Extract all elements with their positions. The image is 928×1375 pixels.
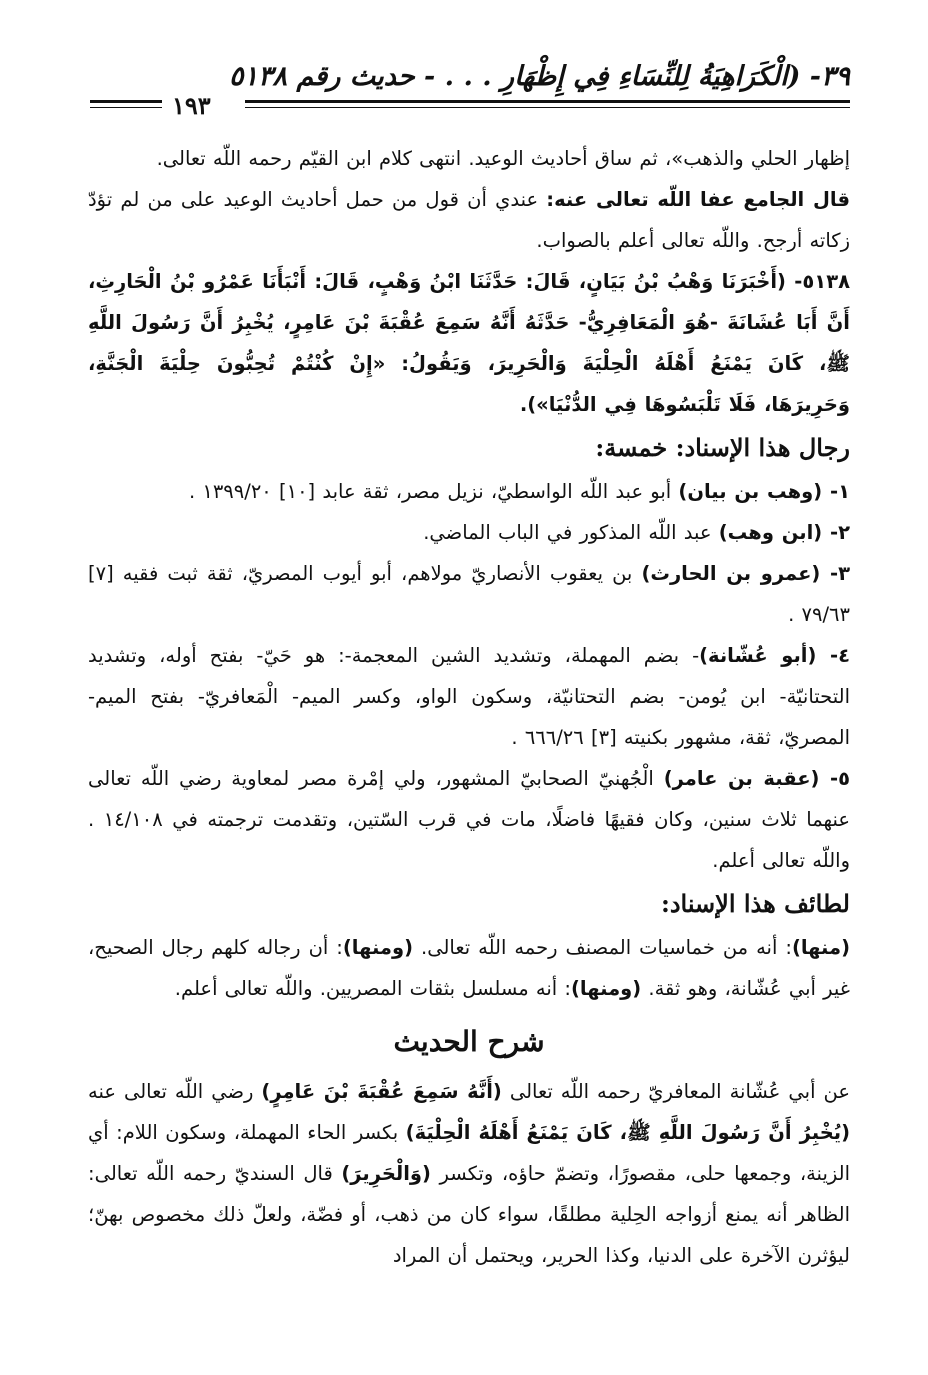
sharh-heading: شرح الحديث <box>393 1025 545 1058</box>
narrator-item <box>88 512 850 553</box>
sharh-text: رضي اللّه تعالى عنه <box>88 1080 262 1103</box>
lataif-paragraph <box>88 927 850 1009</box>
header-rule <box>245 100 850 108</box>
jami-text: عندي أن قول من حمل أحاديث الوعيد على من لم تؤدّ زكاته أرجح. واللّه تعالى أعلم بالصواب. <box>88 188 850 252</box>
sharh-paragraph <box>88 1071 850 1276</box>
narrator-item <box>88 758 850 881</box>
narrator-name: ١- (وهب بن بيان) <box>678 480 850 503</box>
sharh-quote: (يُخْبِرُ أَنَّ رَسُولَ اللَّهِ ﷺ، كَانَ يَمْنَعُ أَهْلَهُ الْحِلْيَةَ) <box>405 1121 850 1144</box>
lataif-heading: لطائف هذا الإسناد: <box>660 889 850 918</box>
paragraph-jami <box>88 179 850 261</box>
narrator-name: ٣- (عمرو بن الحارث) <box>641 562 850 585</box>
narrator-text: الْجُهنيّ الصحابيّ المشهور، ولي إمْرة مصر لمعاوية رضي اللّه تعالى عنهما ثلاث سنين، وكان فقيهًا فاضلًا، مات في قرب السّتين، وتقدمت ترجمته في ١٤/١٠٨ . واللّه تعالى أعلم. <box>88 767 851 872</box>
narrator-text: أبو عبد اللّه الواسطيّ، نزيل مصر، ثقة عابد [١٠] ١٣٩٩/٢٠ . <box>188 480 679 503</box>
narrator-item <box>88 635 850 758</box>
narrator-item <box>88 553 850 635</box>
minha-label: (منها) <box>791 936 850 959</box>
narrator-text: - بضم المهملة، وتشديد الشين المعجمة-: هو حَيّ- بفتح أوله، وتشديد التحتانيّة- ابن يُومن- بضم التحتانيّة، وسكون الواو، وكسر الميم- الْمَعافريّ- بفتح الميم- المصريّ، ثقة، مشهور بكنيته [٣] ٦٦٦/٢٦ . <box>88 644 850 749</box>
narrator-text: عبد اللّه المذكور في الباب الماضي. <box>423 521 719 544</box>
narrator-item <box>88 471 850 512</box>
lataif-text: : أنه مسلسل بثقات المصريين. واللّه تعالى أعلم. <box>174 977 571 1000</box>
sharh-quote: (أَنَّهُ سَمِعَ عُقْبَةَ بْنَ عَامِرٍ) <box>261 1080 502 1103</box>
hadith-text: ٥١٣٨- (أَخْبَرَنَا وَهْبُ بْنُ بَيَانٍ، قَالَ: حَدَّثَنَا ابْنُ وَهْبٍ، قَالَ: أَنْبَأَنَا عَمْرُو بْنُ الْحَارِثِ، أَنَّ أَبَا عُشَانَةَ -هُوَ الْمَعَافِرِيُّ- حَدَّثَهُ أَنَّهُ سَمِعَ عُقْبَةَ بْنَ عَامِرٍ، يُخْبِرُ أَنَّ رَسُولَ اللَّهِ ﷺ، كَانَ يَمْنَعُ أَهْلَهُ الْحِلْيَةَ وَالْحَرِيرَ، وَيَقُولُ: «إِنْ كُنْتُمْ تُحِبُّونَ حِلْيَةَ الْجَنَّةِ، وَحَرِيرَهَا، فَلَا تَلْبَسُوهَا فِي الدُّنْيَا»). <box>88 270 850 416</box>
page-header <box>90 58 850 120</box>
minha-label: (ومنها) <box>571 977 642 1000</box>
lataif-text: : أنه من خماسيات المصنف رحمه اللّه تعالى. <box>413 936 792 959</box>
sharh-text: قال السنديّ رحمه اللّه تعالى: الظاهر أنه يمنع أزواجه الحِلية مطلقًا، سواء كان من ذهب، أو فضّة، ولعلّ ذلك مخصوص بهنّ؛ ليؤثرن الآخرة على الدنيا، وكذا الحرير، ويحتمل أن المراد <box>88 1162 850 1267</box>
chapter-title: ٣٩- (الْكَرَاهِيَةُ لِلنِّسَاءِ فِي إِظْهَارِ . . . - حديث رقم ٥١٣٨ <box>229 61 850 92</box>
lataif-text: : أن رجاله كلهم رجال الصحيح، غير أبي عُشّانة، وهو ثقة. <box>88 936 850 1000</box>
sharh-text: بكسر الحاء المهملة، وسكون اللام: أي الزينة، وجمعها حلى، مقصورًا، وتضمّ حاؤه، وتكسر <box>88 1121 850 1185</box>
jami-label: قال الجامع عفا اللّه تعالى عنه: <box>546 188 850 211</box>
page-number: ١٩٣ <box>172 91 211 120</box>
rijal-heading: رجال هذا الإسناد: خمسة: <box>595 433 850 462</box>
sharh-text: عن أبي عُشّانة المعافريّ رحمه اللّه تعالى <box>501 1080 850 1103</box>
page-body <box>88 138 850 1276</box>
narrator-name: ٤- (أبو عُشّانة) <box>699 644 850 667</box>
sharh-quote: (وَالْحَرِيرَ) <box>341 1162 431 1185</box>
paragraph-intro: إظهار الحلي والذهب»، ثم ساق أحاديث الوعيد. انتهى كلام ابن القيّم رحمه اللّه تعالى. <box>156 147 850 170</box>
narrator-name: ٢- (ابن وهب) <box>718 521 850 544</box>
narrator-text: بن يعقوب الأنصاريّ مولاهم، أبو أيوب المصريّ، ثقة ثبت فقيه [٧] ٧٩/٦٣ . <box>88 562 850 626</box>
minha-label: (ومنها) <box>342 936 414 959</box>
narrator-name: ٥- (عقبة بن عامر) <box>663 767 850 790</box>
header-rule-short <box>90 100 162 108</box>
